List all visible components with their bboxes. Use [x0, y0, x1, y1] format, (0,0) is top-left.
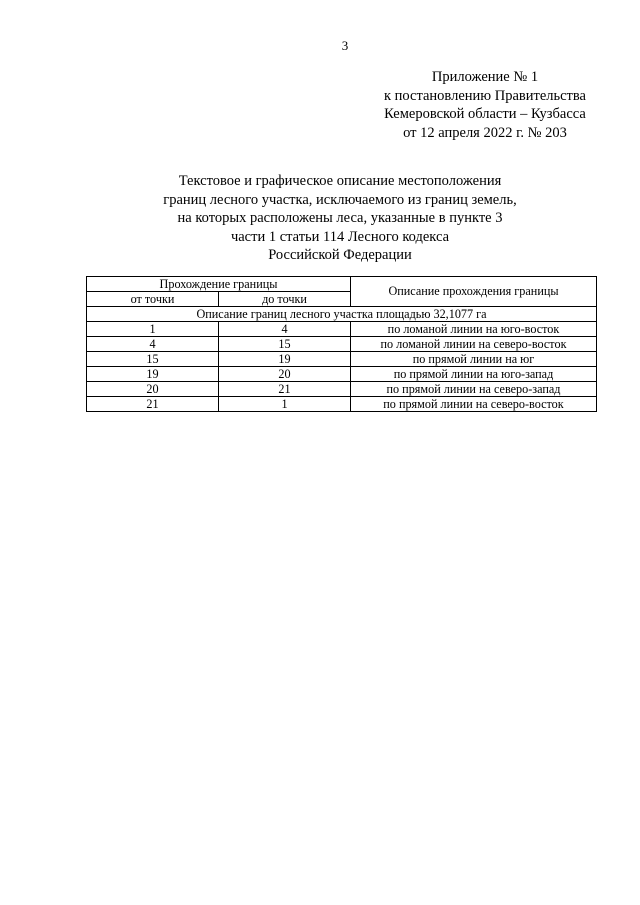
description-cell: по прямой линии на юг [351, 352, 597, 367]
to-point-cell: 15 [219, 337, 351, 352]
from-point-cell: 21 [87, 397, 219, 412]
appendix-line-4: от 12 апреля 2022 г. № 203 [403, 124, 567, 141]
from-point-cell: 20 [87, 382, 219, 397]
section-caption-row [87, 307, 597, 322]
header-boundary-passage: Прохождение границы [87, 277, 351, 292]
table-row [87, 352, 597, 367]
header-from-point: от точки [87, 292, 219, 307]
from-point-cell: 4 [87, 337, 219, 352]
appendix-block [350, 68, 620, 142]
table-row [87, 337, 597, 352]
boundary-table [86, 276, 597, 412]
title-line-1: Текстовое и графическое описание местоположения [178, 173, 502, 189]
from-point-cell: 15 [87, 352, 219, 367]
table-row [87, 382, 597, 397]
title-line-3: на которых расположены леса, указанные в пункте 3 [177, 210, 503, 226]
appendix-line-1: Приложение № 1 [431, 69, 539, 85]
to-point-cell: 20 [219, 367, 351, 382]
document-title [130, 172, 550, 265]
table-row [87, 397, 597, 412]
to-point-cell: 1 [219, 397, 351, 412]
header-row-1 [87, 277, 597, 292]
header-description: Описание прохождения границы [351, 277, 597, 307]
from-point-cell: 1 [87, 322, 219, 337]
from-point-cell: 19 [87, 367, 219, 382]
to-point-cell: 21 [219, 382, 351, 397]
section-caption: Описание границ лесного участка площадью 32,1077 га [87, 307, 597, 322]
description-cell: по прямой линии на юго-запад [351, 367, 597, 382]
header-to-point: до точки [219, 292, 351, 307]
appendix-line-2: к постановлению Правительства [384, 87, 586, 104]
title-line-2: границ лесного участка, исключаемого из границ земель, [163, 191, 517, 208]
appendix-line-3: Кемеровской области – Кузбасса [384, 106, 586, 122]
title-line-5: Российской Федерации [268, 247, 412, 263]
title-line-4: части 1 статьи 114 Лесного кодекса [230, 228, 450, 245]
description-cell: по прямой линии на северо-запад [351, 382, 597, 397]
to-point-cell: 4 [219, 322, 351, 337]
table-row [87, 367, 597, 382]
page-number: 3 [341, 38, 349, 53]
description-cell: по прямой линии на северо-восток [351, 397, 597, 412]
to-point-cell: 19 [219, 352, 351, 367]
description-cell: по ломаной линии на северо-восток [351, 337, 597, 352]
description-cell: по ломаной линии на юго-восток [351, 322, 597, 337]
table-row [87, 322, 597, 337]
